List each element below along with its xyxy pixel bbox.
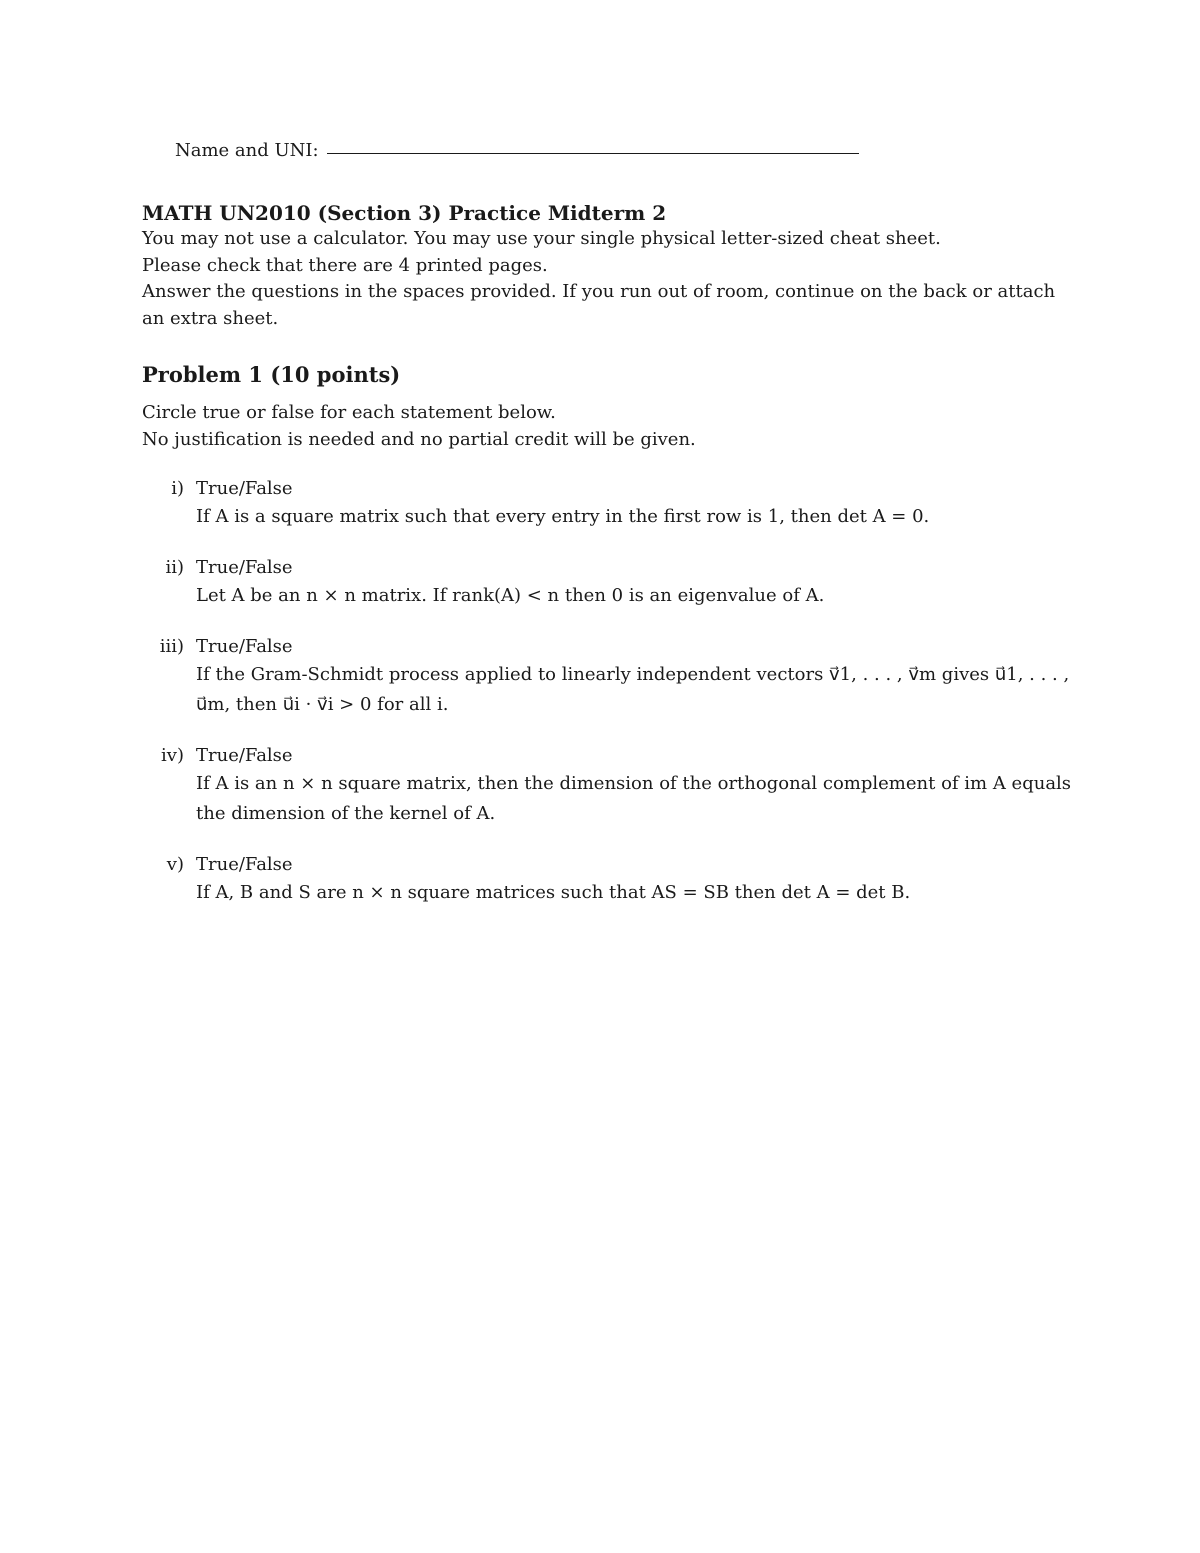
name-uni-blank[interactable] [327, 153, 859, 154]
question-statement: If A, B and S are n × n square matrices such that AS = SB then det A = det B. [196, 882, 911, 903]
question-statement: Let A be an n × n matrix. If rank(A) < n then 0 is an eigenvalue of A. [196, 585, 825, 606]
name-uni-label: Name and UNI: [175, 140, 319, 161]
question-item [142, 851, 1082, 908]
question-statement: If the Gram-Schmidt process applied to linearly independent vectors v⃗1, . . . , v⃗m gives u⃗1, . . . , u⃗m, then u⃗i · v⃗i > 0 for all i. [196, 664, 1070, 715]
problem-1-directions [142, 400, 1082, 453]
instruction-line: Please check that there are 4 printed pages. [142, 254, 548, 276]
direction-line: Circle true or false for each statement below. [142, 402, 556, 423]
question-statement: If A is an n × n square matrix, then the dimension of the orthogonal complement of im A equals the dimension of the kernel of A. [196, 773, 1072, 824]
instruction-line: You may not use a calculator. You may use your single physical letter-sized cheat sheet. [142, 228, 941, 249]
question-number: i) [171, 478, 184, 499]
name-uni-line [175, 140, 1082, 172]
exam-page [142, 140, 1082, 930]
true-false-choice[interactable]: True/False [196, 478, 293, 499]
true-false-choice[interactable]: True/False [196, 854, 293, 875]
question-number: v) [166, 854, 184, 875]
true-false-choice[interactable]: True/False [196, 745, 293, 766]
exam-instructions [142, 226, 1082, 332]
question-number: ii) [165, 557, 184, 578]
problem-1-items [142, 475, 1082, 908]
question-item [142, 475, 1082, 532]
direction-line: No justification is needed and no partial credit will be given. [142, 428, 696, 450]
exam-title: MATH UN2010 (Section 3) Practice Midterm 2 [142, 201, 667, 225]
question-item [142, 633, 1082, 720]
problem-1-title: Problem 1 (10 points) [142, 362, 401, 387]
true-false-choice[interactable]: True/False [196, 636, 293, 657]
question-number: iv) [161, 745, 184, 766]
question-number: iii) [159, 636, 184, 657]
question-item [142, 554, 1082, 611]
question-item [142, 742, 1082, 829]
instruction-line: Answer the questions in the spaces provided. If you run out of room, continue on the back or attach an extra sheet. [142, 281, 1056, 329]
question-statement: If A is a square matrix such that every entry in the first row is 1, then det A = 0. [196, 506, 930, 527]
true-false-choice[interactable]: True/False [196, 557, 293, 578]
